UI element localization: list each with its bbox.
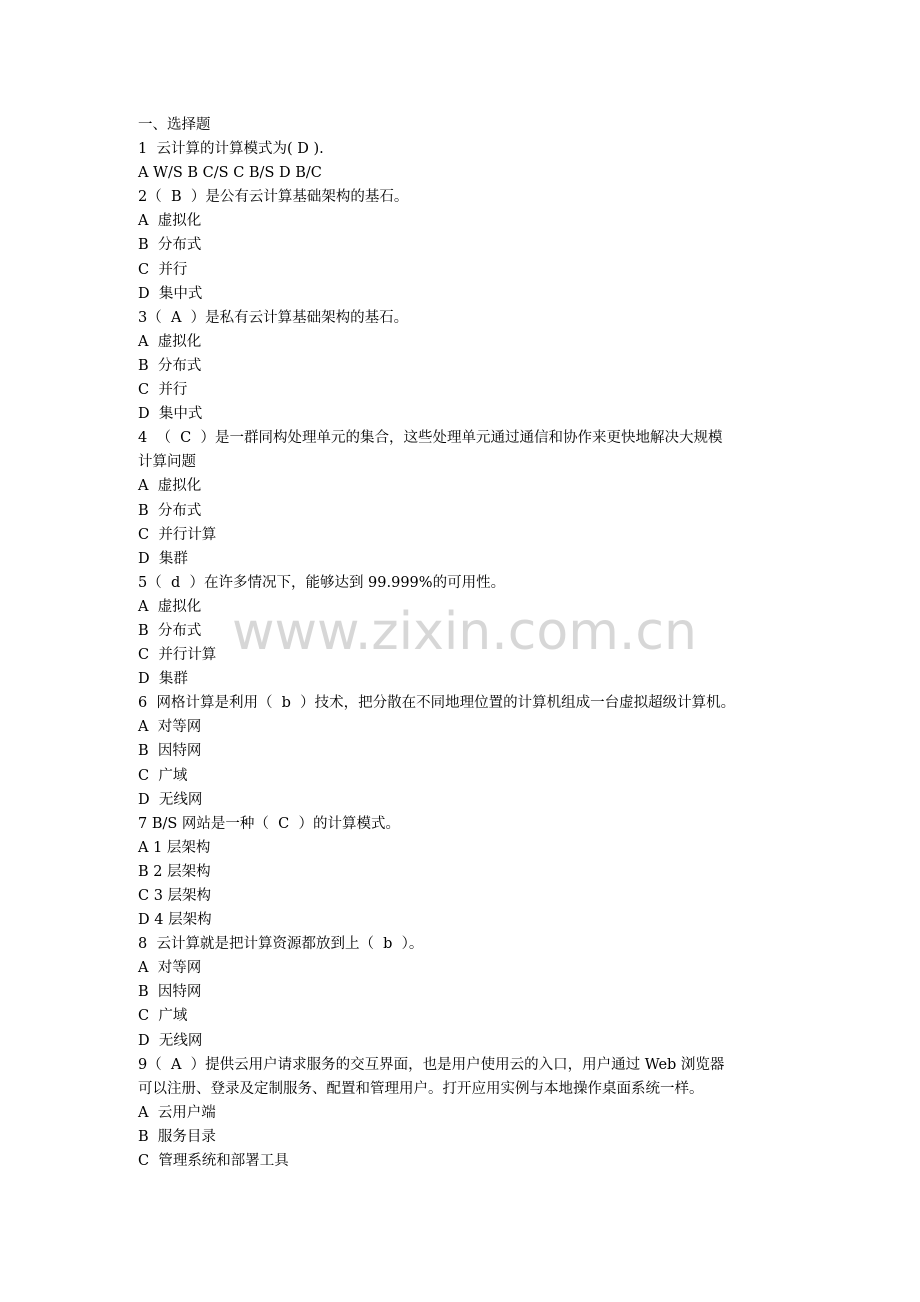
question-9-option-c: C 管理系统和部署工具	[138, 1153, 289, 1170]
question-2-option-b: B 分布式	[138, 237, 202, 254]
question-4: 4 （ C ）是一群同构处理单元的集合，这些处理单元通过通信和协作来更快地解决大规模	[138, 430, 723, 447]
question-3-option-a: A 虚拟化	[138, 333, 202, 350]
question-2-option-c: C 并行	[138, 261, 188, 278]
question-5-option-c: C 并行计算	[138, 647, 217, 664]
question-5-option-b: B 分布式	[138, 622, 202, 639]
question-1-options: A W/S B C/S C B/S D B/C	[138, 165, 322, 182]
question-4-option-a: A 虚拟化	[138, 478, 202, 495]
question-3-option-b: B 分布式	[138, 357, 202, 374]
question-3-option-d: D 集中式	[138, 406, 203, 423]
question-5: 5（ d ）在许多情况下，能够达到 99.999%的可用性。	[138, 574, 506, 591]
question-2-option-a: A 虚拟化	[138, 213, 202, 230]
question-6-option-b: B 因特网	[138, 743, 202, 760]
question-2-option-d: D 集中式	[138, 285, 203, 302]
question-8-option-d: D 无线网	[138, 1032, 203, 1049]
question-3-option-c: C 并行	[138, 382, 188, 399]
section-heading: 一、选择题	[138, 117, 211, 133]
question-7-option-b: B 2 层架构	[138, 863, 211, 880]
question-9-option-b: B 服务目录	[138, 1128, 216, 1145]
question-7-option-a: A 1 层架构	[138, 839, 211, 856]
question-4-continued: 计算问题	[138, 454, 196, 471]
question-9-continued: 可以注册、登录及定制服务、配置和管理用户。打开应用实例与本地操作桌面系统一样。	[138, 1080, 704, 1097]
question-6-option-a: A 对等网	[138, 719, 202, 736]
question-6: 6 网格计算是利用（ b ）技术，把分散在不同地理位置的计算机组成一台虚拟超级计算机。	[138, 695, 736, 712]
question-9-option-a: A 云用户端	[138, 1104, 216, 1121]
watermark-text: www.zixin.com.cn	[232, 602, 697, 662]
question-7-option-d: D 4 层架构	[138, 912, 212, 929]
question-8-option-c: C 广域	[138, 1008, 188, 1025]
question-4-option-d: D 集群	[138, 550, 188, 567]
question-4-option-b: B 分布式	[138, 502, 202, 519]
question-6-option-d: D 无线网	[138, 791, 203, 808]
question-9: 9（ A ）提供云用户请求服务的交互界面，也是用户使用云的入口，用户通过 Web 浏览器	[138, 1056, 725, 1073]
question-4-option-c: C 并行计算	[138, 526, 217, 543]
question-2: 2（ B ）是公有云计算基础架构的基石。	[138, 189, 409, 206]
question-7-option-c: C 3 层架构	[138, 888, 212, 904]
question-8-option-b: B 因特网	[138, 984, 202, 1001]
question-3: 3（ A ）是私有云计算基础架构的基石。	[138, 309, 409, 326]
question-7: 7 B/S 网站是一种（ C ）的计算模式。	[138, 815, 400, 832]
question-8: 8 云计算就是把计算资源都放到上（ b ）。	[138, 936, 424, 953]
question-8-option-a: A 对等网	[138, 960, 202, 977]
question-5-option-d: D 集群	[138, 671, 188, 688]
question-1: 1 云计算的计算模式为( D ).	[138, 141, 324, 158]
question-6-option-c: C 广域	[138, 767, 188, 784]
question-5-option-a: A 虚拟化	[138, 598, 202, 615]
